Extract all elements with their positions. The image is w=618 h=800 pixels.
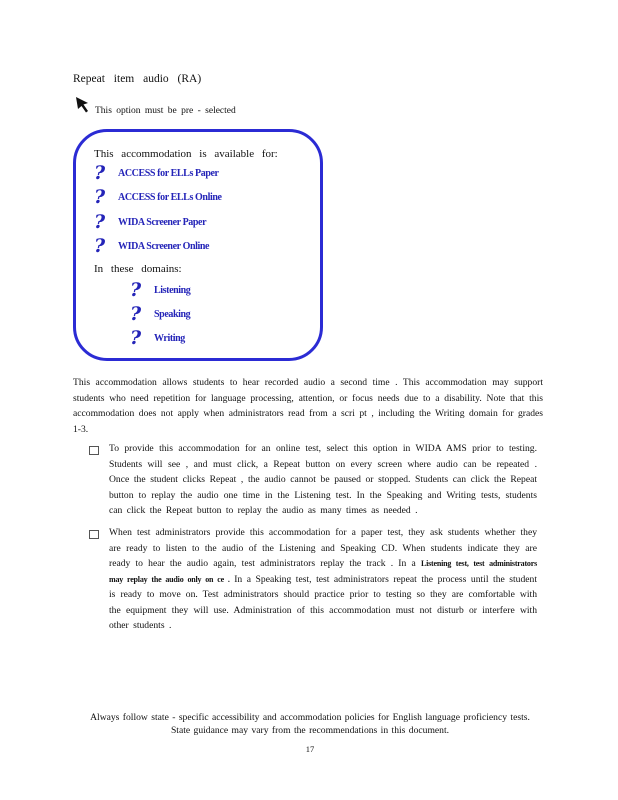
domain-item: ? Listening <box>130 279 191 301</box>
preselect-note: This option must be pre - selected <box>95 106 236 116</box>
test-item: ? WIDA Screener Online <box>94 235 210 257</box>
footer <box>60 711 560 737</box>
listening-replay-note: Listening test, test administrators may replay the audio only on ce . <box>109 559 537 584</box>
domains-heading: In these domains: <box>94 263 182 275</box>
paper-test-bullet: When test administrators provide this accommodation for a paper test, they ask students whether they are ready to listen to the audio of the Listening and Speaking CD. When students indicate they are ready to hear the audio again, test administrators replay the track . In a Listening test, test administrators may replay the audio only on ce . In a Speaking test, test administrators repeat the process until the student is ready to move on. Test administrators should practice prior to testing so they are comfortable with the equipment they will use. Administration of this accommodation must not disturb or interfere with other students . <box>109 527 537 631</box>
question-mark-bullet-icon: ? <box>94 162 106 184</box>
test-item: ? ACCESS for ELLs Online <box>94 186 222 208</box>
online-test-bullet: To provide this accommodation for an online test, select this option in WIDA AMS prior to testing. Students will see , and must click, a Repeat button on every screen where audio can be repeated . Once the student clicks Repeat , the audio cannot be paused or stopped. Students can click the Repeat button to replay the audio one time in the Listening test. In the Speaking and Writing tests, students can click the Repeat button to replay the audio as many times as needed . <box>109 443 537 516</box>
section-title: Repeat item audio (RA) <box>73 73 202 85</box>
question-mark-bullet-icon: ? <box>94 186 106 208</box>
domain-item: ? Writing <box>130 327 185 349</box>
availability-heading: This accommodation is available for: <box>94 148 278 160</box>
bullet-box-icon <box>89 446 99 455</box>
page-number: 17 <box>305 744 315 754</box>
question-mark-bullet-icon: ? <box>130 303 142 325</box>
bullet-box-icon <box>89 530 99 539</box>
domain-item: ? Speaking <box>130 303 191 325</box>
question-mark-bullet-icon: ? <box>94 211 106 233</box>
question-mark-bullet-icon: ? <box>94 235 106 257</box>
footer-line-2: State guidance may vary from the recommendations in this document. <box>170 725 450 736</box>
question-mark-bullet-icon: ? <box>130 279 142 301</box>
test-item: ? ACCESS for ELLs Paper <box>94 162 219 184</box>
footer-line-1: Always follow state - specific accessibility and accommodation policies for English language proficiency tests. <box>90 712 530 723</box>
arrow-pointer-icon <box>75 96 93 114</box>
description-paragraph: This accommodation allows students to hear recorded audio a second time . This accommodation may support students who need repetition for language processing, attention, or focus needs due to a disability. Note that this accommodation does not apply when administrators read from a scri pt , including the Writing domain for grades 1-3. <box>73 377 543 435</box>
test-item: ? WIDA Screener Paper <box>94 211 207 233</box>
question-mark-bullet-icon: ? <box>130 327 142 349</box>
